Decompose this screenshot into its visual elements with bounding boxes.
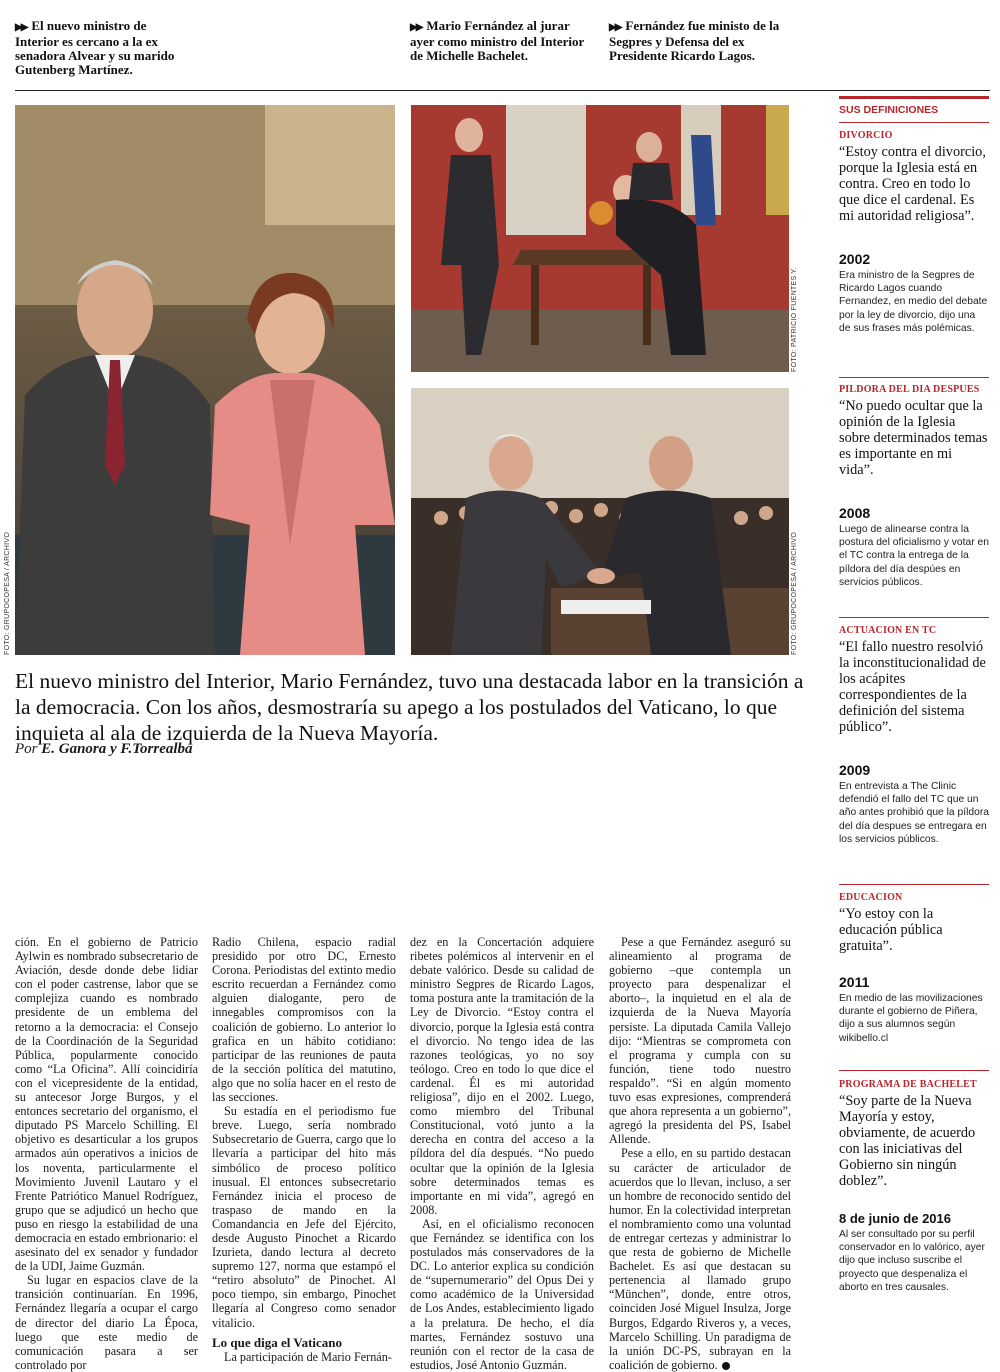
section-quote: “No puedo ocultar que la opinión de la Iglesia sobre determinados temas es importante en mi vida”. — [839, 398, 988, 478]
sidebar-section-divorcio — [839, 130, 989, 335]
byline-authors: E. Ganora y F.Torrealba — [41, 741, 193, 757]
section-label: PROGRAMA DE BACHELET — [839, 1079, 977, 1090]
byline-prefix: Por — [15, 741, 38, 757]
paragraph: Radio Chilena, espacio radial presidido por otro DC, Ernesto Corona. Periodistas del extinto medio escrito recuerdan a Fernández como alguien dialogante, pero de innegables compromisos con la coalición de gobierno. Lo anterior lo grafica en un hábito cotidiano: participar de las reuniones de pauta de la sección política del matutino, algo que no solía hacer en el resto de las secciones. — [212, 935, 396, 1105]
section-label: EDUCACION — [839, 892, 903, 903]
paragraph-text: Pese a ello, en su partido destacan su carácter de articulador de acuerdos que lo llevan, incluso, a ser un hombre de reconocido sentido del humor. En la colectividad interpretan el nombramiento como una voluntad de entregar certezas y administrar lo que resta de gobierno de Michelle Bachelet. Es así que destacan su pertenencia al llamado grupo “München”, donde, entre otros, coinciden José Miguel Insulza, Jorge Burgos, Edgardo Riveros y, a veces, Marcelo Schilling. Un paradigma de la unión DC-PS, subrayan en la coalición de gobierno. — [609, 1146, 791, 1372]
end-mark-icon — [722, 1362, 730, 1370]
photo-couple — [15, 105, 395, 655]
photo-signing-illustration — [411, 105, 789, 372]
article-column-3 — [410, 935, 594, 1372]
section-label: ACTUACION EN TC — [839, 625, 937, 636]
sidebar-divider — [839, 884, 989, 885]
caption-right — [609, 19, 794, 63]
arrow-icon: ▶▶ — [609, 22, 621, 33]
section-note: Luego de alinearse contra la postura del oficialismo y votar en el TC contra la entrega de la píldora del día despúes en servicios públicos. — [839, 524, 989, 588]
photo-handshake — [411, 388, 789, 655]
caption-middle — [410, 19, 590, 63]
section-note: En entrevista a The Clinic defendió el fallo del TC que un año antes prohibió que la píldora del día despues se entregara en los servicios públicos. — [839, 781, 989, 845]
paragraph: Pese a que Fernández aseguró su alineamiento al programa de gobierno –que contempla un proyecto para despenalizar el aborto–, la inquietud en el ala de izquierda de la Nueva Mayoría persiste. La diputada Camila Vallejo dijo: “Mientras se comprometa con el programa y cumpla con su función, tiene todo nuestro respaldo”. “Si en algún momento tuvo esas expresiones, comprenderá que ahora representa a un gobierno”, agregó la presidenta del PS, Isabel Allende. — [609, 935, 791, 1147]
paragraph: Su estadía en el periodismo fue breve. Luego, sería nombrado Subsecretario de Guerra, cargo que lo llevaría a participar del hito más simbólico de proceso político inusual. El entonces subsecretario Fernández inicia el proceso de traspaso de mando en la Comandancia en Jefe del Ejército, desde Augusto Pinochet a Ricardo Izurieta, dando lectura al decreto supremo 127, norma que estampó el “retiro absoluto” de Pinochet. Al poco tiempo, sin embargo, Pinochet llegaría al Congreso como senador vitalicio. — [212, 1104, 396, 1330]
caption-left-text: El nuevo ministro de Interior es cercano a la ex senadora Alvear y su marido Gutenberg Martínez. — [15, 18, 175, 77]
section-label: DIVORCIO — [839, 130, 893, 141]
paragraph: dez en la Concertación adquiere ribetes polémicos al intervenir en el debate valórico. Desde su calidad de ministro Segpres de Ricardo Lagos, toma postura ante la tramitación de la Ley de Divorcio. “Estoy contra el divorcio, porque la Iglesia está contra el divorcio. No tengo idea de las razones teológicas, yo no soy teólogo. Creo en todo lo que dice el cardenal. Él es mi autoridad religiosa”, dijo en el 2002. Luego, como miembro del Tribunal Constitucional, votó junto a la derecha en contra del acceso a la píldora del día después. “No puedo ocultar que la opinión de la Iglesia sobre determinados temas es importante en mi vida”, agregó en 2008. — [410, 935, 594, 1217]
sidebar-divider — [839, 122, 989, 123]
section-quote: “El fallo nuestro resolvió la inconstitucionalidad de los acápites correspondientes de la definición del sistema público”. — [839, 639, 986, 735]
sidebar-section-educacion — [839, 892, 989, 1045]
article-column-2 — [212, 935, 396, 1364]
caption-middle-text: Mario Fernández al jurar ayer como ministro del Interior de Michelle Bachelet. — [410, 18, 585, 63]
photo-couple-illustration — [15, 105, 395, 655]
paragraph: Así, en el oficialismo reconocen que Fernández se identifica con los postulados más conservadores de la DC. Lo anterior explica su condición de “supernumerario” del Opus Dei y como académico de la Universidad de Los Andes, establecimiento ligado a la prelatura. De hecho, el día martes, Fernández sostuvo una reunión con el rector de la casa de estudios, José Antonio Guzmán. — [410, 1216, 594, 1372]
sidebar-divider — [839, 377, 989, 378]
arrow-icon: ▶▶ — [15, 22, 27, 33]
article-column-4 — [609, 935, 791, 1372]
sidebar-title: SUS DEFINICIONES — [839, 104, 939, 116]
arrow-icon: ▶▶ — [410, 22, 422, 33]
credit-photo-top: FOTO: PATRICIO FUENTES Y. — [791, 267, 798, 372]
byline — [15, 741, 415, 758]
section-year: 8 de junio de 2016 — [839, 1211, 951, 1226]
paragraph: ción. En el gobierno de Patricio Aylwin es nombrado subsecretario de Aviación, desde donde debe lidiar con el poder castrense, labor que se complejiza cuando es nombrado presidente de un emblema del retorno a la democracia: el Consejo de la Coordinación de la Seguridad Pública, popularmente conocido como “La Oficina”. Allí coincidiría con el vicepresidente de la entidad, su antecesor Jorge Burgos, y el entonces secretario del organismo, el diputado PS Marcelo Schilling. El objetivo es desarticular a los grupos armados aún operativos a inicios de los noventa, particularmente el Movimiento Juvenil Lautaro y el Frente Patriótico Manuel Rodríguez, grupo que se adjudicó un hecho que puso en riesgo la estabilidad de una democracia en estado embrionario: el asesinato del ex senador y fundador de la UDI, Jaime Guzmán. — [15, 935, 198, 1274]
photo-signing — [411, 105, 789, 372]
section-note: Era ministro de la Segpres de Ricardo Lagos cuando Fernandez, en medio del debate por la ley de divorcio, dijo una de sus frases más polémicas. — [839, 270, 988, 334]
sidebar-divider — [839, 1070, 989, 1071]
section-note: En medio de las movilizaciones durante el gobierno de Piñera, dijo a sus alumnos según wikibello.cl — [839, 993, 983, 1044]
section-year: 2002 — [839, 251, 871, 267]
section-quote: “Yo estoy con la educación pública gratuita”. — [839, 906, 943, 954]
section-note: Al ser consultado por su perfil conservador en lo valórico, ayer dijo que incluso suscribe el proyecto que despenaliza el aborto en tres causales. — [839, 1229, 985, 1293]
photo-handshake-illustration — [411, 388, 789, 655]
section-year: 2009 — [839, 762, 871, 778]
top-rule — [15, 90, 990, 91]
section-quote: “Estoy contra el divorcio, porque la Iglesia está en contra. Creo en todo lo que dice el cardenal. Es mi autoridad religiosa”. — [839, 144, 986, 224]
paragraph: La participación de Mario Fernán- — [224, 1349, 392, 1364]
section-quote: “Soy parte de la Nueva Mayoría y estoy, obviamente, de acuerdo con las iniciativas del Gobierno sin ningún doblez”. — [839, 1093, 976, 1189]
section-label: PILDORA DEL DIA DESPUES — [839, 384, 980, 395]
sidebar-section-pildora — [839, 384, 989, 589]
section-year: 2008 — [839, 505, 871, 521]
paragraph — [609, 1146, 791, 1372]
credit-photo-left: FOTO: GRUPOCOPESA / ARCHIVO — [4, 531, 11, 655]
subheading: Lo que diga el Vaticano — [212, 1334, 343, 1350]
paragraph: Su lugar en espacios clave de la transición continuarían. En 1996, Fernández llegaría a ocupar el cargo de director del diario La Época, luego que este medio de comunicación pasara a ser controlado por — [15, 1273, 198, 1372]
article-column-1 — [15, 935, 198, 1372]
section-year: 2011 — [839, 974, 870, 990]
sidebar-divider — [839, 617, 989, 618]
caption-right-text: Fernández fue ministo de la Segpres y Defensa del ex Presidente Ricardo Lagos. — [609, 18, 780, 63]
sidebar-section-tc — [839, 625, 989, 846]
sidebar-section-programa — [839, 1079, 989, 1294]
caption-left — [15, 19, 190, 77]
headline: El nuevo ministro del Interior, Mario Fernández, tuvo una destacada labor en la transición a la democracia. Con los años, desmostraría su apego a los postulados del Vaticano, lo que inquieta al ala de izquierda de la Nueva Mayoría. — [15, 669, 804, 745]
sidebar-top-rule — [839, 96, 989, 99]
credit-photo-bottom: FOTO: GRUPOCOPESA / ARCHIVO — [791, 531, 798, 655]
